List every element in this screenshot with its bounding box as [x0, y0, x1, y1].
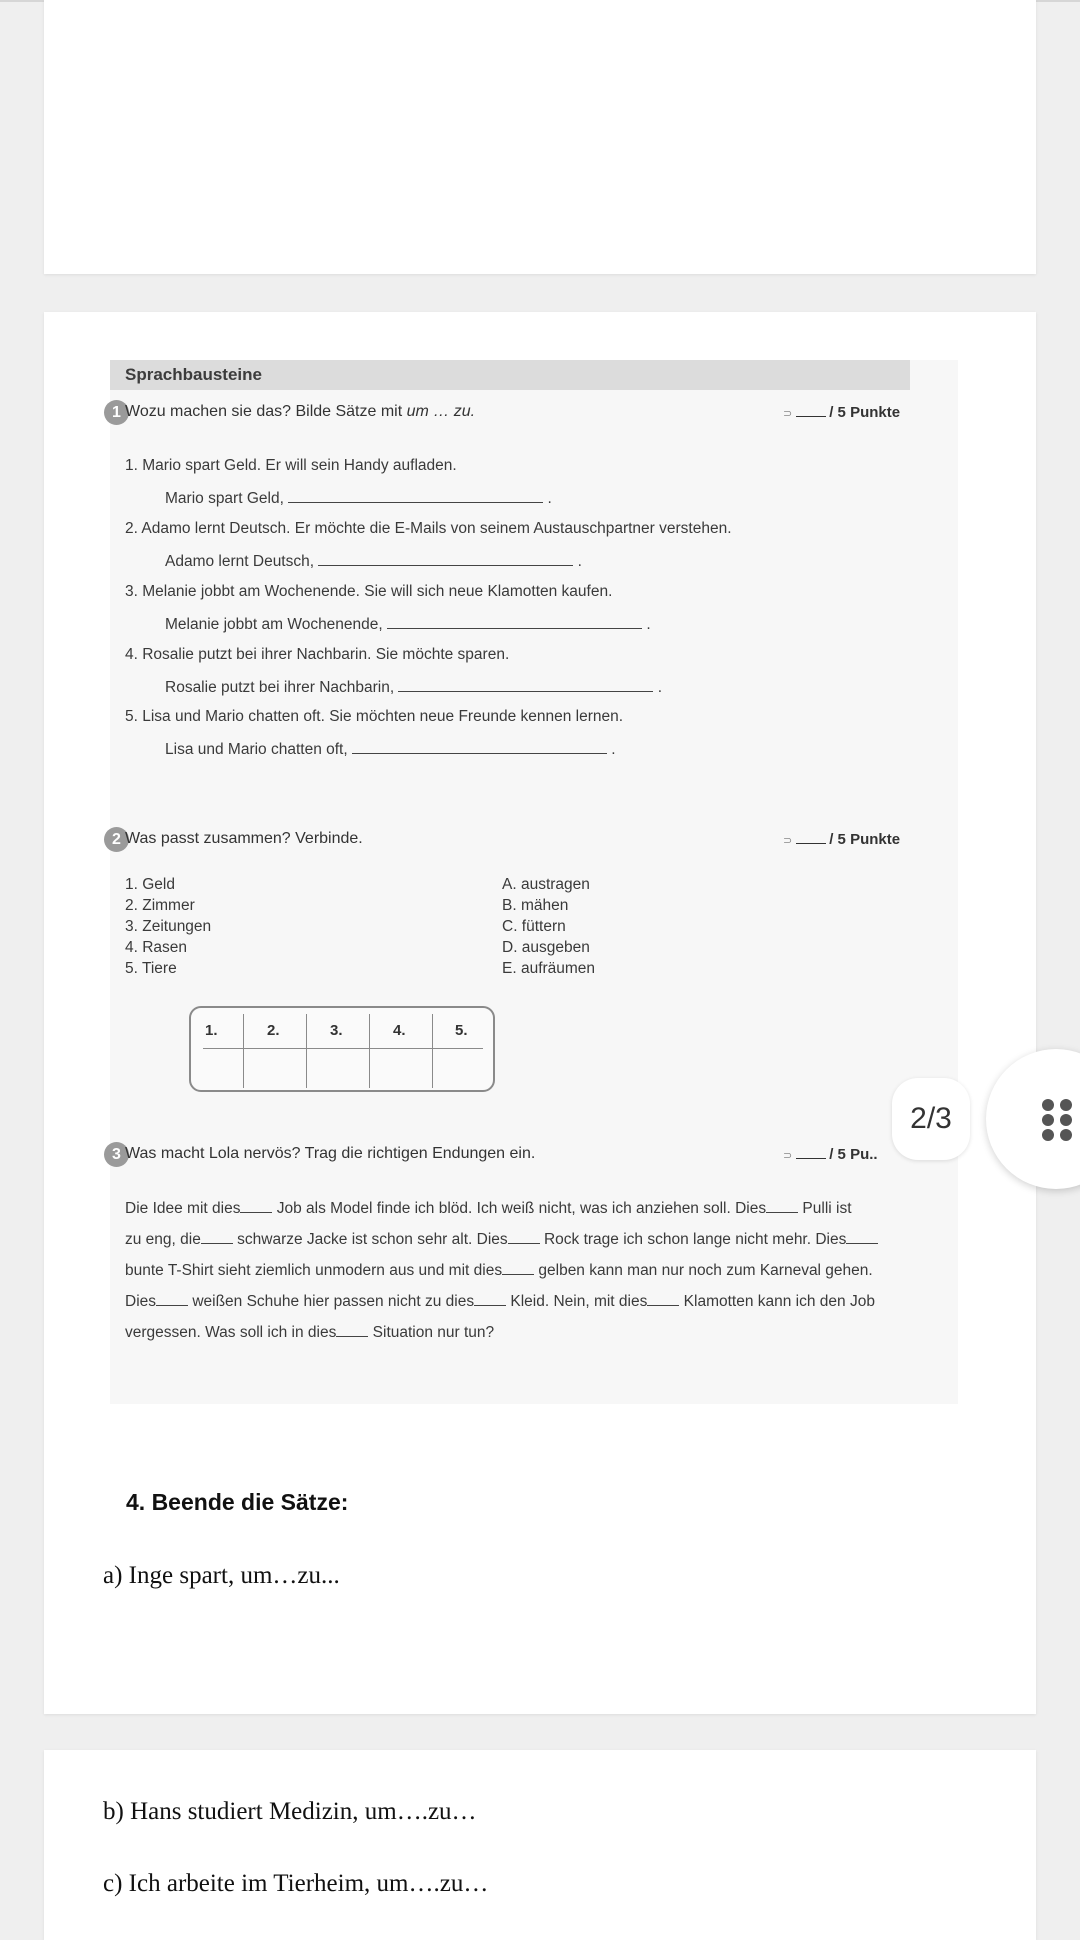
exercise-2-points: ⊃ / 5 Punkte: [783, 831, 901, 848]
document-page-1: [44, 0, 1036, 274]
ending-blank[interactable]: [336, 1322, 368, 1337]
score-icon: ⊃: [783, 1150, 793, 1162]
worksheet-scan: [110, 360, 958, 1404]
match-right-item: C. füttern: [502, 918, 566, 935]
ending-blank[interactable]: [502, 1260, 534, 1275]
answer-blank[interactable]: [387, 614, 642, 629]
match-right-item: E. aufräumen: [502, 960, 596, 977]
ending-blank[interactable]: [201, 1229, 233, 1244]
match-right-item: D. ausgeben: [502, 939, 590, 956]
ending-blank[interactable]: [766, 1198, 798, 1213]
exercise-4-item: a) Inge spart, um…zu...: [103, 1562, 340, 1589]
document-page-2: [44, 312, 1036, 1714]
exercise-4-title: 4. Beende die Sätze:: [126, 1489, 349, 1515]
cloze-line: zu eng, die schwarze Jacke ist schon sehr alt. Dies Rock trage ich schon lange nicht mehr. Dies: [125, 1229, 878, 1249]
section-bar: [110, 360, 910, 390]
ex1-prompt: 1. Mario spart Geld. Er will sein Handy aufladen.: [125, 457, 457, 474]
page-indicator: 2/3: [892, 1078, 970, 1160]
exercise-4-item: c) Ich arbeite im Tierheim, um….zu…: [103, 1870, 489, 1897]
table-header: 2.: [267, 1022, 280, 1039]
cloze-line: Die Idee mit dies Job als Model finde ich blöd. Ich weiß nicht, was ich anziehen soll. Dies Pulli ist: [125, 1200, 852, 1217]
exercise-1-number: 1: [104, 400, 129, 425]
section-title: Sprachbausteine: [125, 365, 262, 384]
answer-blank[interactable]: [288, 488, 543, 503]
match-right-item: B. mähen: [502, 897, 569, 914]
drag-dots-icon: [1042, 1099, 1072, 1141]
score-icon: ⊃: [783, 835, 793, 847]
cloze-line: Dies weißen Schuhe hier passen nicht zu dies Kleid. Nein, mit dies Klamotten kann ich den Job: [125, 1293, 875, 1310]
ex1-answer-line: Lisa und Mario chatten oft, .: [165, 741, 616, 758]
exercise-2-number: 2: [104, 827, 129, 852]
match-left-item: 3. Zeitungen: [125, 918, 212, 935]
exercise-2-title: Was passt zusammen? Verbinde.: [125, 830, 363, 847]
match-right-item: A. austragen: [502, 876, 590, 893]
match-left-item: 4. Rasen: [125, 939, 188, 956]
cloze-line: vergessen. Was soll ich in dies Situation nur tun?: [125, 1324, 495, 1341]
table-header: 3.: [330, 1022, 343, 1039]
ex1-answer-line: Mario spart Geld, .: [165, 490, 552, 507]
answer-blank[interactable]: [352, 739, 607, 754]
ending-blank[interactable]: [846, 1229, 878, 1244]
ending-blank[interactable]: [240, 1198, 272, 1213]
exercise-3-number: 3: [104, 1142, 129, 1167]
ending-blank[interactable]: [508, 1229, 540, 1244]
answer-blank[interactable]: [398, 677, 653, 692]
ending-blank[interactable]: [474, 1291, 506, 1306]
ex1-answer-line: Rosalie putzt bei ihrer Nachbarin, .: [165, 679, 663, 696]
ending-blank[interactable]: [156, 1291, 188, 1306]
ex1-prompt: 5. Lisa und Mario chatten oft. Sie möchten neue Freunde kennen lernen.: [125, 708, 624, 725]
match-left-item: 1. Geld: [125, 876, 175, 893]
ex1-prompt: 4. Rosalie putzt bei ihrer Nachbarin. Sie möchte sparen.: [125, 646, 510, 663]
exercise-3-title: Was macht Lola nervös? Trag die richtigen Endungen ein.: [125, 1145, 536, 1162]
exercise-1-title: Wozu machen sie das? Bilde Sätze mit um … zu.: [125, 403, 476, 420]
answer-blank[interactable]: [318, 551, 573, 566]
exercise-1-points: ⊃ / 5 Punkte: [783, 404, 901, 421]
ex1-prompt: 2. Adamo lernt Deutsch. Er möchte die E-Mails von seinem Austauschpartner verstehen.: [125, 520, 732, 537]
cloze-line: bunte T-Shirt sieht ziemlich unmodern aus und mit dies gelben kann man nur noch zum Karneval gehen.: [125, 1262, 873, 1279]
ending-blank[interactable]: [647, 1291, 679, 1306]
table-header: 4.: [393, 1022, 406, 1039]
matching-answer-table[interactable]: [189, 1006, 495, 1092]
ex1-prompt: 3. Melanie jobbt am Wochenende. Sie will sich neue Klamotten kaufen.: [125, 583, 613, 600]
table-header: 1.: [205, 1022, 218, 1039]
match-left-item: 5. Tiere: [125, 960, 177, 977]
table-header: 5.: [455, 1022, 468, 1039]
exercise-4-item: b) Hans studiert Medizin, um….zu…: [103, 1798, 477, 1825]
exercise-3-points: ⊃ / 5 Pu..: [783, 1146, 878, 1163]
ex1-answer-line: Melanie jobbt am Wochenende, .: [165, 616, 651, 633]
ex1-answer-line: Adamo lernt Deutsch, .: [165, 553, 582, 570]
score-icon: ⊃: [783, 408, 793, 420]
match-left-item: 2. Zimmer: [125, 897, 195, 914]
document-page-3: [44, 1750, 1036, 1940]
